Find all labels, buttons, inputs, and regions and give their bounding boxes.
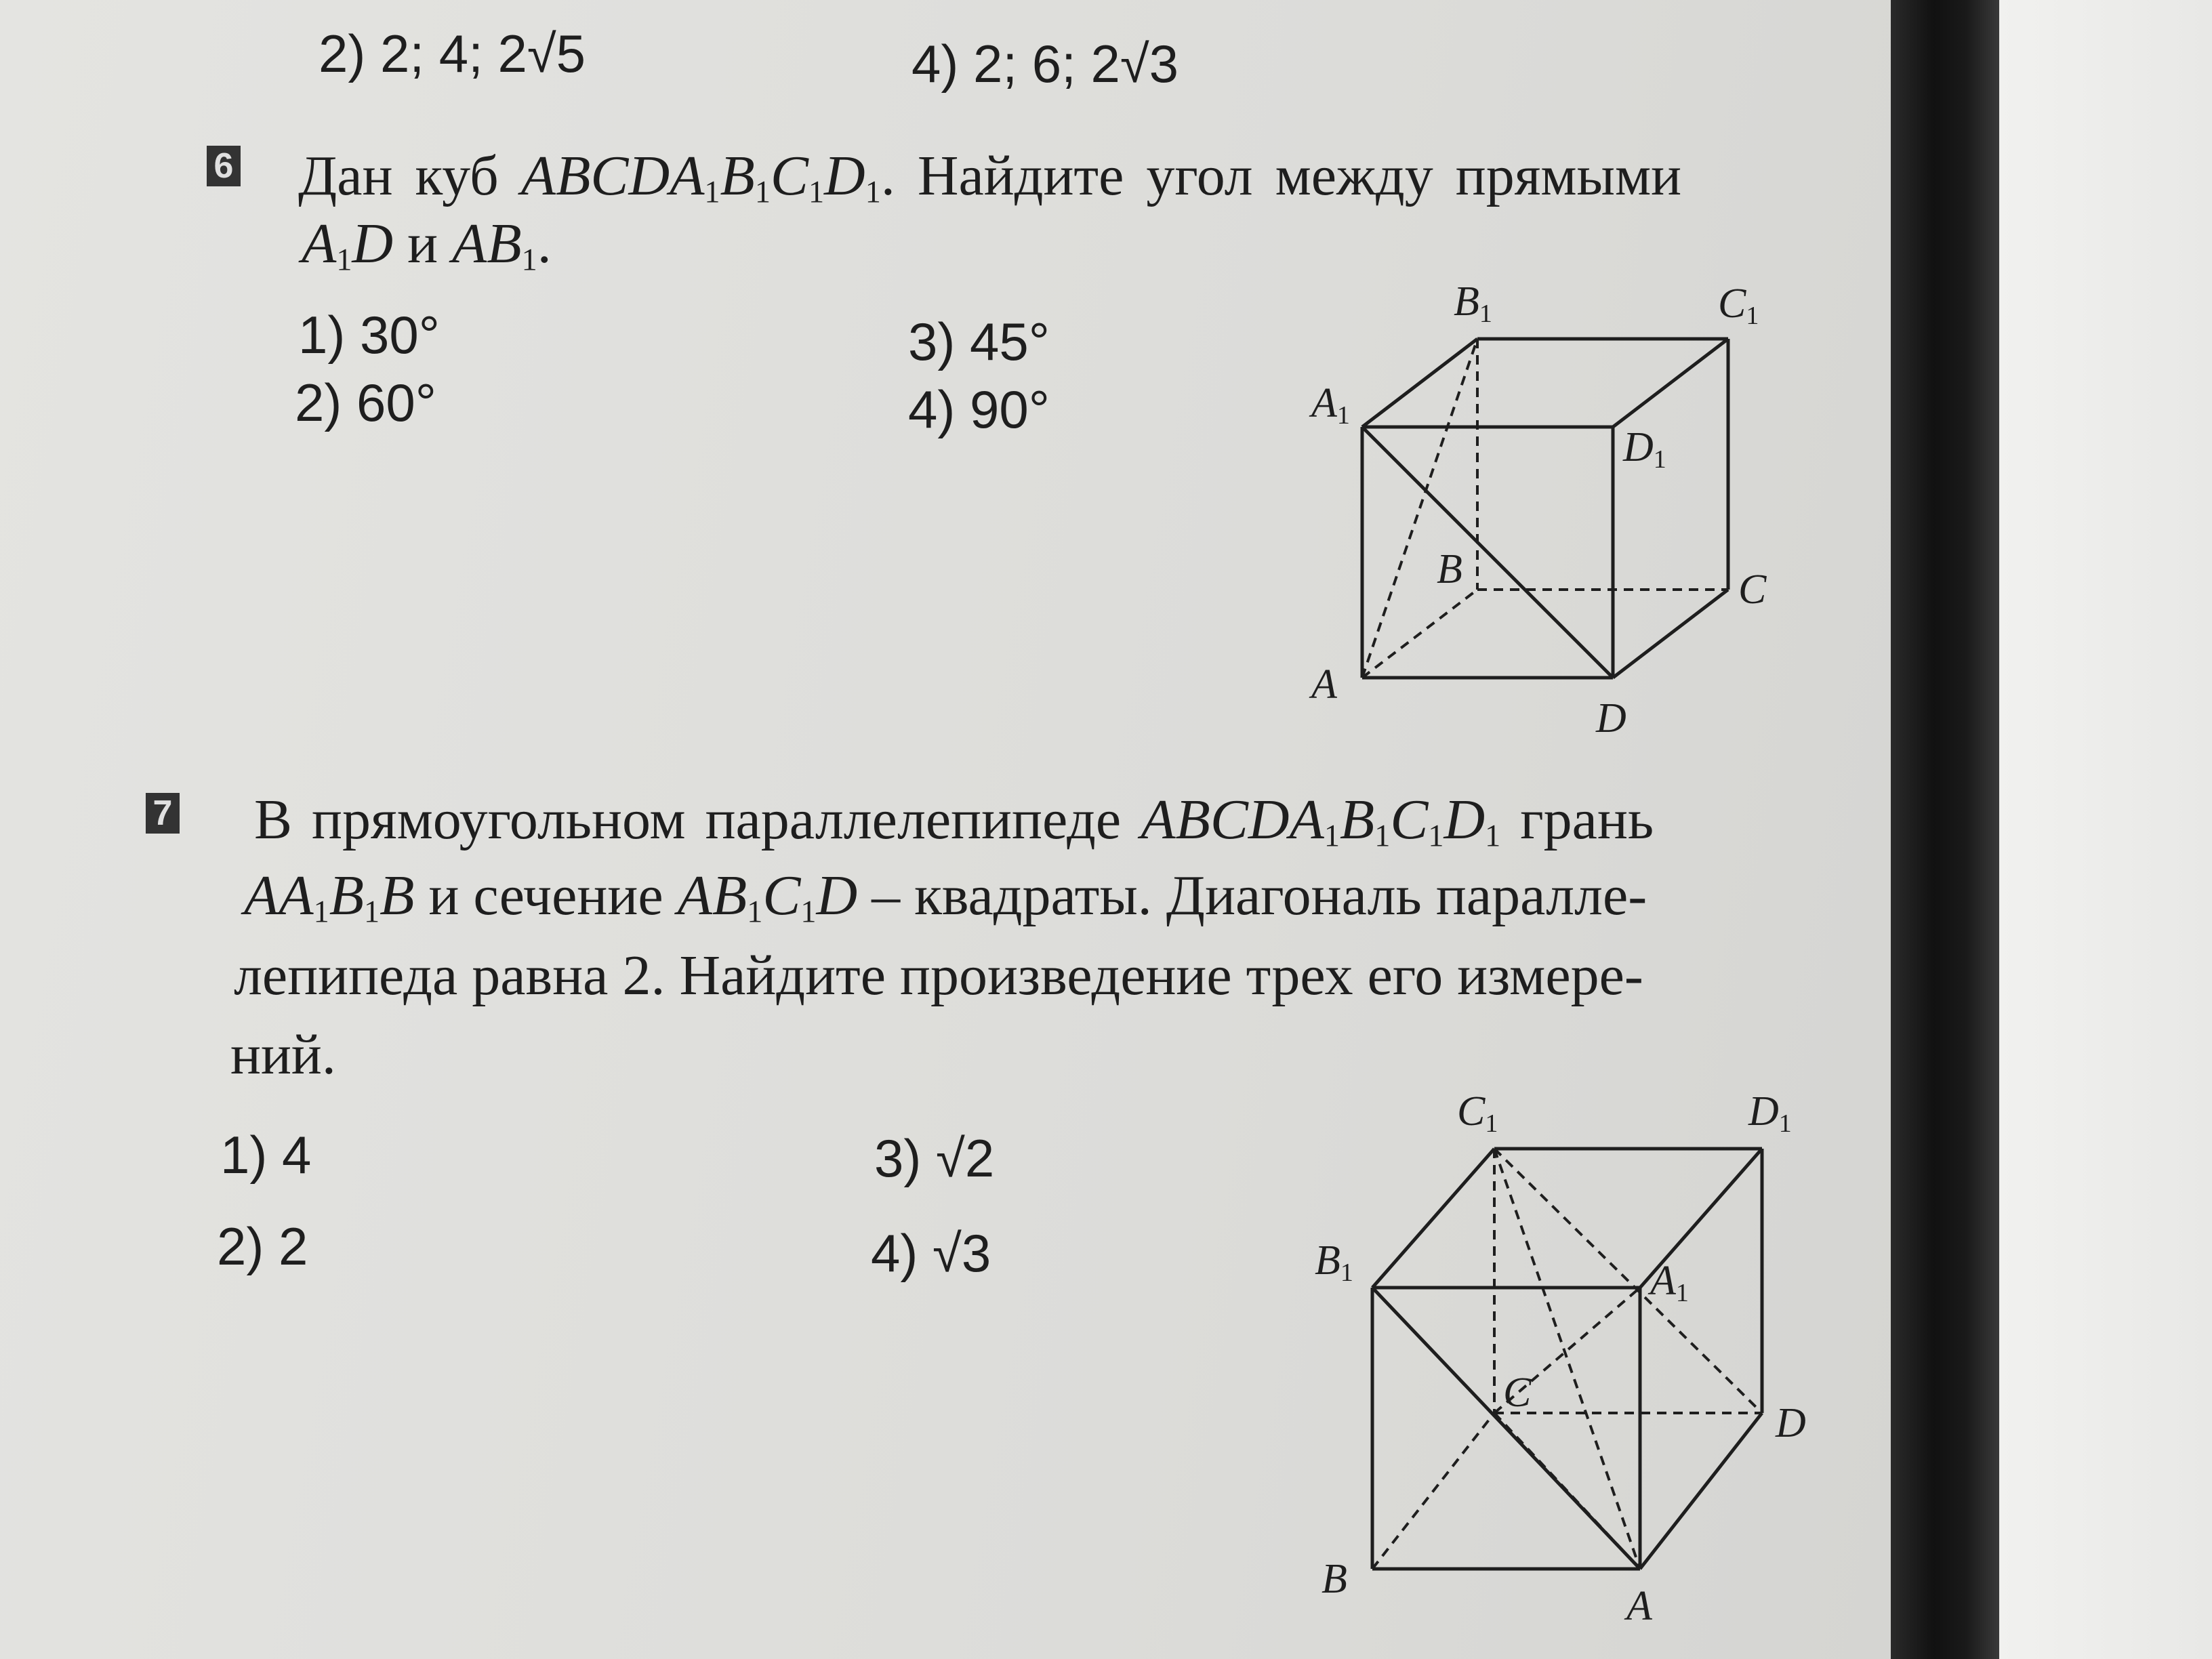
task7-answer-3: 3) √2	[874, 1128, 995, 1188]
edge-c1-d1	[1613, 339, 1728, 427]
label-b1: B1	[1454, 279, 1492, 328]
task6-answer-3: 3) 45°	[908, 312, 1050, 371]
task7-number: 7	[146, 793, 180, 834]
task7-line3: лепипеда равна 2. Найдите произведение трех его измере-	[234, 944, 1643, 1007]
label-b: B	[1322, 1556, 1347, 1602]
label-d: D	[1596, 695, 1626, 741]
task6-line1: Дан куб $ABCDA_1B_1C_1D_1$. Найдите угол между прямыми	[298, 144, 1682, 209]
label-d1: D1	[1748, 1088, 1792, 1138]
task6-cube-diagram	[1288, 271, 1816, 745]
edge-b1-c1	[1372, 1149, 1494, 1288]
task7-box-diagram	[1288, 1071, 1830, 1654]
label-a: A	[1626, 1583, 1652, 1629]
binding-strip	[1891, 0, 1999, 1659]
task6-answer-2: 2) 60°	[295, 373, 436, 432]
prev-answer-2: 2) 2; 4; 2√5	[319, 24, 586, 83]
label-c: C	[1503, 1370, 1532, 1416]
label-b1: B1	[1315, 1237, 1353, 1287]
label-c1: C1	[1457, 1088, 1498, 1138]
task7-line2: $AA_1B_1B$ и сечение $AB_1C_1D$ – квадраты. Диагональ паралле-	[244, 864, 1647, 929]
hidden-edge-a-b	[1362, 590, 1477, 678]
edge-c-d	[1613, 590, 1728, 678]
task6-answer-1: 1) 30°	[298, 305, 440, 365]
edge-d-a	[1640, 1413, 1762, 1569]
hidden-edge-b-c	[1372, 1413, 1494, 1569]
hidden-diagonal-c1-d	[1494, 1149, 1762, 1413]
edge-a1-b1	[1362, 339, 1477, 427]
task7-answer-4: 4) √3	[871, 1223, 991, 1283]
label-a1: A1	[1650, 1258, 1689, 1307]
hidden-diagonal-a-b1	[1362, 339, 1477, 678]
label-c: C	[1738, 567, 1767, 613]
task6-number: 6	[207, 146, 241, 186]
prev-answer-4: 4) 2; 6; 2√3	[912, 34, 1179, 94]
task7-answer-2: 2) 2	[217, 1216, 308, 1276]
label-a: A	[1311, 661, 1337, 708]
label-d1: D1	[1623, 424, 1666, 474]
diagonal-a1-d	[1362, 427, 1613, 678]
next-page-edge	[1999, 0, 2212, 1659]
task6-answer-4: 4) 90°	[908, 380, 1050, 439]
task7-line1: В прямоугольном параллелепипеде $ABCDA_1B_1C_1D_1$ грань	[254, 788, 1654, 853]
task7-answer-1: 1) 4	[220, 1125, 312, 1185]
label-d: D	[1776, 1400, 1806, 1446]
task6-line2: $A_1D$ и $AB_1$.	[302, 212, 552, 277]
label-a1: A1	[1311, 380, 1350, 430]
label-c1: C1	[1718, 281, 1759, 330]
task7-line4: ний.	[230, 1023, 336, 1086]
hidden-diagonal-c1-a	[1494, 1149, 1640, 1569]
label-b: B	[1437, 546, 1462, 592]
